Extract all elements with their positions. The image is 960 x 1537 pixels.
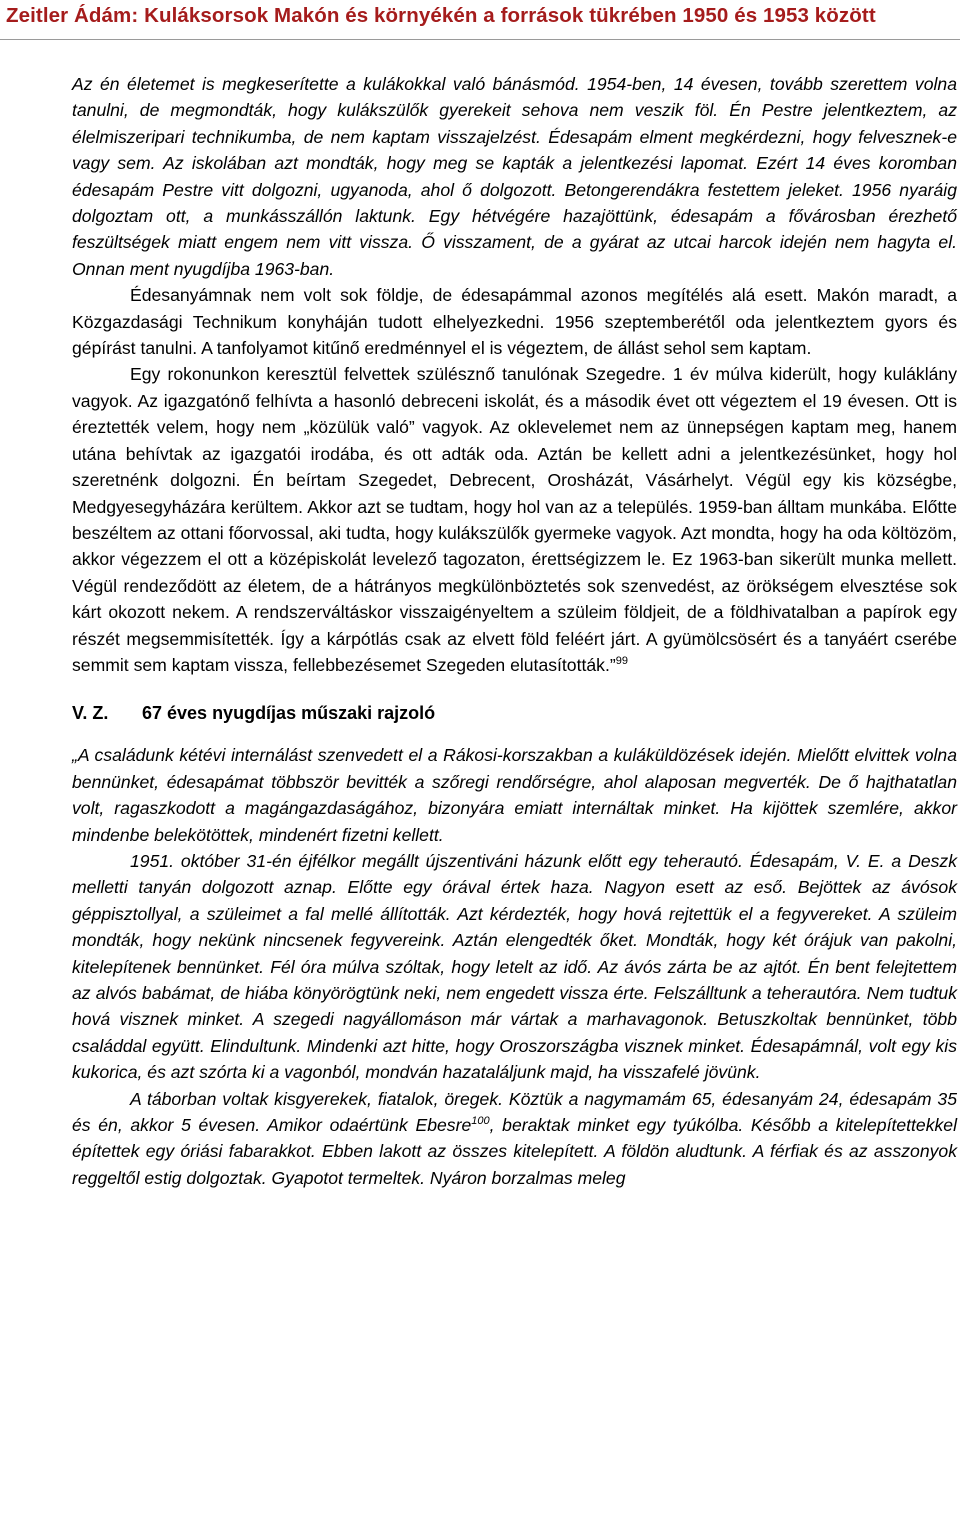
paragraph: Az én életemet is megkeserítette a kulákokkal való bánásmód. 1954-ben, 14 évesen, tovább szerettem volna tanulni, de megmondták, hogy kulákszülők gyerekeit sehova nem veszik föl. Én Pestre jelentkeztem, az élelmiszeripari technikumba, de nem kaptam visszajelzést. Édesapám elment megkérdezni, hogy felvesznek-e vagy sem. Az iskolában azt mondták, hogy meg se kapták a jelentkezési lapomat. Ezért 14 éves koromban édesapám Pestre vitt dolgozni, ugyanoda, ahol ő dolgozott. Betongerendákra festettem jeleket. 1956 nyaráig dolgoztam ott, a munkásszállón laktunk. Egy hétvégére hazajöttünk, édesapám a fővárosban érezhető feszültségek miatt engem nem vitt vissza. Ő visszament, de a gyárat az utcai harcok idején nem hagyta el. Onnan ment nyugdíjba 1963-ban. xyxy=(72,74,957,279)
paragraph: 1951. október 31-én éjfélkor megállt újszentiváni házunk előtt egy teherautó. Édesapám, V. E. a Deszk melletti tanyán dolgozott aznap. Előtte egy órával értek haza. Nagyon esett az eső. Bejöttek az ávósok géppisztollyal, a szüleimet a fal mellé állították. Azt kérdezték, hogy hová rejtettük el a fegyvereket. A szüleim mondták, hogy nekünk nincsenek fegyvereink. Aztán elengedték őket. Mondták, hogy két órájuk van pakolni, kitelepítenek bennünket. Fél óra múlva szóltak, hogy letelt az idő. Az ávós zárta be az ajtót. Én bent felejtettem az alvós babámat, de hiába könyörögtünk neki, nem engedett vissza érte. Felszálltunk a teherautóra. Nem tudtuk hová visznek minket. A szegedi nagyállomáson már vártak a marhavagonok. Betuszkoltak bennünket, több családdal együtt. Elindultunk. Mindenki azt hitte, hogy Oroszországba visznek minket. Édesapámnál, volt egy kis kukorica, és azt szórta ki a vagonból, mondván hazataláljunk majd, ha visszafelé jövünk. xyxy=(72,850,957,1083)
paragraph-text: , beraktak minket egy tyúkólba. Később a kitelepítettekkel építettek egy óriási fabarakkot. Ebben lakott az összes kitelepített. A földön aludtunk. A férfiak és az asszonyok reggeltől estig dolgoztak. Gyapotot termeltek. Nyáron borzalmas meleg xyxy=(72,1115,957,1188)
footnote-marker[interactable]: 100 xyxy=(471,1115,490,1128)
paragraph: Édesanyámnak nem volt sok földje, de édesapámmal azonos megítélés alá esett. Makón maradt, a Közgazdasági Technikum konyháján tudott elhelyezkedni. 1956 szeptemberétől oda jelentkeztem gyors és gépírást tanulni. A tanfolyamot kitűnő eredménnyel el is végeztem, de állást sehol sem kaptam. xyxy=(72,285,957,359)
paragraph xyxy=(72,361,957,678)
interviewee-heading xyxy=(72,700,957,726)
heading-initials: V. Z. xyxy=(72,703,109,724)
footnote-marker[interactable]: 99 xyxy=(615,654,628,667)
paragraph-text: Egy rokonunkon keresztül felvettek szülésznő tanulónak Szegedre. 1 év múlva kiderült, hogy kuláklány vagyok. Az igazgatónő felhívta a hasonló debreceni iskolát, és a második évet ott végeztem el 19 évesen. Ott is éreztették velem, hogy nem „közülük való” vagyok. Az oklevelemet nem az ünnepségen kaptam meg, hanem utána behívtak az igazgatói irodába, és ott adták oda. Aztán be kellett adni a jelentkezésünket, hogy hol szeretnénk dolgozni. Én beírtam Szegedet, Debrecent, Orosházát, Vásárhelyt. Végül egy kis községbe, Medgyesegyházára kerültem. Akkor azt se tudtam, hogy hol van az a település. 1959-ban álltam munkába. Előtte beszéltem az ottani főorvossal, aki tudta, hogy kulákszülők gyermeke vagyok. Azt mondta, hogy ha oda költözöm, akkor végezzem el ott a középiskolát levelező tagozaton, érettségizzem le. Ez 1963-ban sikerült munka mellett. Végül rendeződött az életem, de a hátrányos megkülönböztetés sok szenvedést, az örökségem elvesztése sok kárt okozott nekem. A rendszerváltáskor visszaigényeltem a szüleim földjeit, de a földhivatalban a papírok egy részét megsemmisítették. Így a kárpótlás csak az elvett föld feléért járt. A gyümölcsösért és a tanyáért cserébe semmit sem kaptam vissza, fellebbezésemet Szegeden elutasították.” xyxy=(72,364,957,675)
paragraph xyxy=(72,1086,957,1192)
running-title: Zeitler Ádám: Kuláksorsok Makón és környékén a források tükrében 1950 és 1953 között xyxy=(6,4,876,27)
paragraph-text: A táborban voltak kisgyerekek, fiatalok, öregek. Köztük a nagymamám 65, édesanyám 24, édesapám 35 és én, akkor 5 évesen. Amikor odaértünk Ebesre xyxy=(72,1088,957,1136)
paragraph: „A családunk kétévi internálást szenvedett el a Rákosi-korszakban a kuláküldözések idején. Mielőtt elvittek volna bennünket, édesapámat többször bevitték a szőregi rendőrségre, ahol alaposan megverték. De ő hajthatatlan volt, ragaszkodott a magángazdaságához, bizonyára emiatt internáltak minket. Ha kijöttek szemlére, akkor mindenbe belekötöttek, mindenért fizetni kellett. xyxy=(72,745,957,845)
running-header xyxy=(0,0,960,40)
heading-title: 67 éves nyugdíjas műszaki rajzoló xyxy=(142,703,436,724)
page-body xyxy=(72,71,957,1191)
